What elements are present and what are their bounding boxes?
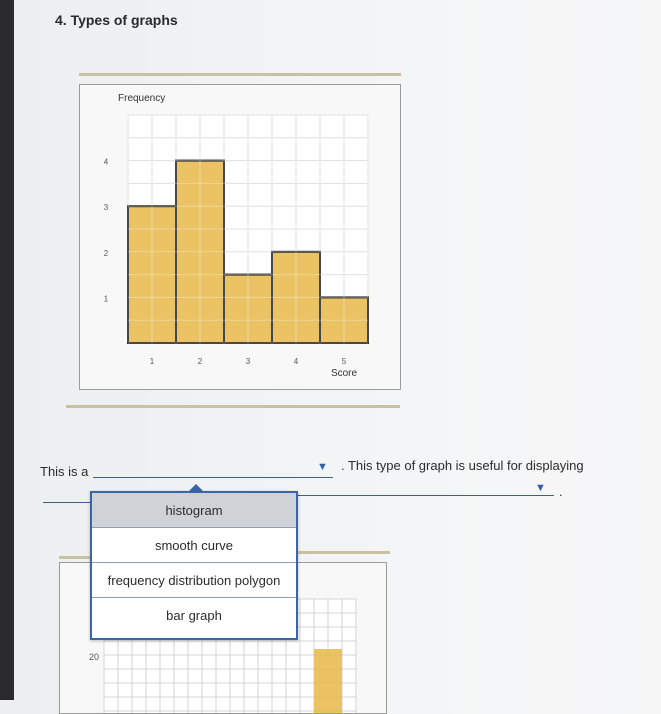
y-tick-label: 4 (103, 157, 109, 167)
x-tick-label: 1 (149, 357, 155, 366)
sentence-prefix: This is a (40, 464, 89, 479)
x-axis-label: Score (330, 368, 358, 379)
dropdown-option[interactable]: smooth curve (92, 528, 296, 563)
caret-down-icon[interactable]: ▼ (317, 461, 328, 473)
screen-edge (0, 0, 14, 700)
y-tick-label-2: 20 (88, 652, 100, 662)
y-tick-label: 2 (103, 248, 109, 258)
question-title: 4. Types of graphs (55, 12, 178, 28)
blank-1-underline[interactable] (93, 477, 333, 478)
bottom-rule (66, 405, 400, 408)
partial-bar (314, 649, 342, 713)
dropdown-option[interactable]: frequency distribution polygon (92, 563, 296, 598)
histogram-svg (80, 85, 400, 389)
top-rule (79, 73, 401, 76)
dropdown-option[interactable]: bar graph (166, 608, 222, 623)
sentence-end: . (559, 484, 563, 499)
histogram-chart (79, 84, 401, 390)
x-tick-label: 4 (293, 357, 299, 366)
second-rule-left (59, 556, 91, 559)
x-tick-label: 5 (341, 357, 347, 366)
second-rule (296, 551, 390, 554)
x-tick-label: 3 (245, 357, 251, 366)
y-tick-label: 3 (103, 203, 109, 213)
blank-1-dropdown[interactable] (90, 491, 298, 640)
y-tick-label: 1 (103, 294, 109, 304)
y-axis-label: Frequency (118, 93, 166, 104)
caret-down-icon-2[interactable]: ▼ (535, 482, 546, 494)
dropdown-option[interactable]: histogram (92, 493, 296, 528)
x-tick-label: 2 (197, 357, 203, 366)
blank-2-underline[interactable] (296, 495, 554, 496)
blank-2-underline-left[interactable] (43, 502, 91, 503)
sentence-suffix: . This type of graph is useful for displaying (341, 458, 584, 473)
